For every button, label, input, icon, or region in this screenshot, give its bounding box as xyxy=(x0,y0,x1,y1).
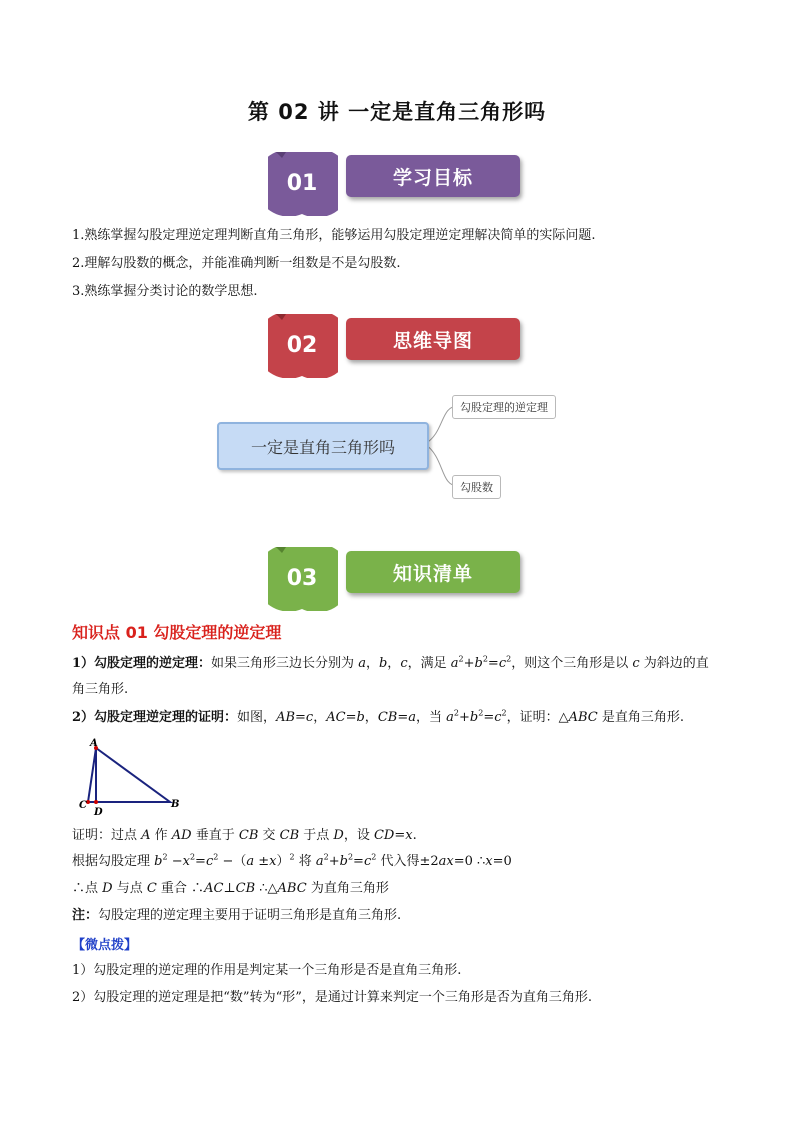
note-label: 注： xyxy=(72,908,99,923)
proof-line-1: 证明：过点 A 作 AD 垂直于 CB 交 CB 于点 D，设 CD=x. xyxy=(72,828,417,843)
mindmap-center-node: 一定是直角三角形吗 xyxy=(217,422,429,470)
label-a: A xyxy=(90,738,98,749)
goal-1: 1.熟练掌握勾股定理逆定理判断直角三角形，能够运用勾股定理逆定理解决简单的实际问题. xyxy=(72,228,596,243)
mindmap-node-pythagorean-triples: 勾股数 xyxy=(452,475,501,499)
note-text: 勾股定理的逆定理主要用于证明三角形是直角三角形. xyxy=(98,908,402,923)
section-02-number: 02 xyxy=(286,333,318,358)
section-03-number: 03 xyxy=(286,566,318,591)
tip-1: 1）勾股定理的逆定理的作用是判定某一个三角形是否是直角三角形. xyxy=(72,963,462,978)
section-02-badge xyxy=(268,312,338,378)
section-03-badge xyxy=(268,545,338,611)
triangle-abc xyxy=(88,748,170,802)
label-d: D xyxy=(94,807,103,818)
section-02-banner: 思维导图 xyxy=(346,318,520,360)
mindmap-node-converse-theorem: 勾股定理的逆定理 xyxy=(452,395,556,419)
section-03-banner: 知识清单 xyxy=(346,551,520,593)
triangle-figure xyxy=(74,734,194,820)
section-01-badge xyxy=(268,150,338,216)
note-line xyxy=(72,906,732,926)
label-b: B xyxy=(171,799,180,810)
goal-3: 3.熟练掌握分类讨论的数学思想. xyxy=(72,284,258,299)
proof-line-2: 根据勾股定理 $b^2 -x^2=c^2 -(a \pm x)^2$ 将 $a^2+b^2=c^2$ 代入得±2ax=0 ∴x=0 xyxy=(72,852,512,869)
point-d-dot xyxy=(94,800,98,804)
goal-2: 2.理解勾股数的概念，并能准确判断一组数是不是勾股数. xyxy=(72,256,401,271)
tip-label: 【微点拨】 xyxy=(72,938,138,953)
knowledge-point-title: 知识点 01 勾股定理的逆定理 xyxy=(72,623,282,642)
item-1-line-1: 1）勾股定理的逆定理：如果三角形三边长分别为 a，b，c，满足 $a^2+b^2=c^2$，则这个三角形是以 c 为斜边的直 xyxy=(72,654,709,671)
section-01-banner: 学习目标 xyxy=(346,155,520,197)
item-1-line-2: 角三角形. xyxy=(72,682,129,697)
proof-line-3: ∴点 D 与点 C 重合 ∴AC⊥CB ∴△ABC 为直角三角形 xyxy=(72,881,389,896)
item-2-line: 2）勾股定理逆定理的证明：如图，AB=c，AC=b，CB=a，当 $a^2+b^2=c^2$，证明：△ABC 是直角三角形. xyxy=(72,708,684,725)
page-title: 第 02 讲 一定是直角三角形吗 xyxy=(247,100,547,124)
tip-2: 2）勾股定理的逆定理是把“数”转为“形”，是通过计算来判定一个三角形是否为直角三角形. xyxy=(72,990,592,1005)
section-01-number: 01 xyxy=(286,171,318,196)
label-c: C xyxy=(79,800,87,811)
